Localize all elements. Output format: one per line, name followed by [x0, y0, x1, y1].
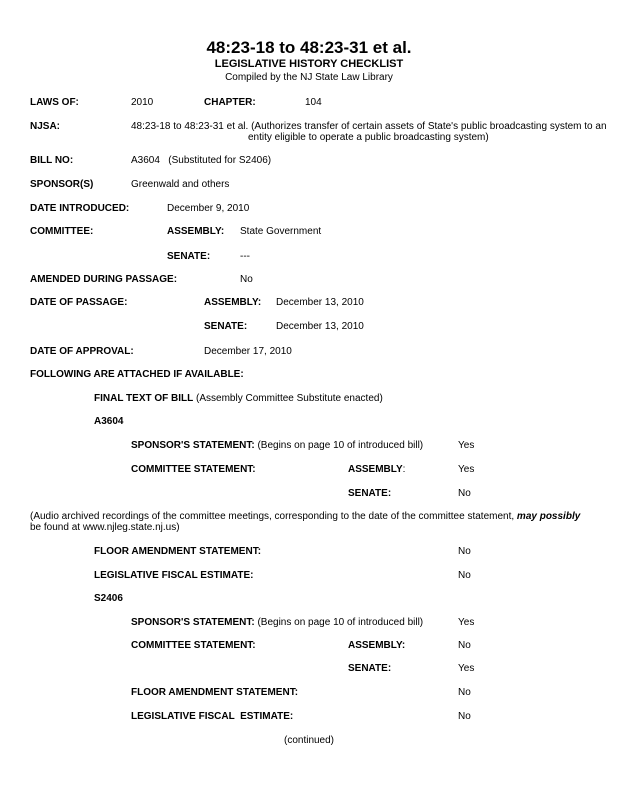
- laws-of-value: 2010: [131, 97, 154, 108]
- page-title: 48:23-18 to 48:23-31 et al.: [206, 38, 412, 57]
- s2406-assembly-value: No: [458, 640, 471, 651]
- audio-note-line-2: be found at www.njleg.state.nj.us): [30, 522, 180, 533]
- a3604-heading: A3604: [94, 416, 124, 427]
- audio-note-text: (Audio archived recordings of the committee meetings, corresponding to the date of the committee statement,: [30, 511, 517, 522]
- date-of-approval-label: DATE OF APPROVAL:: [30, 346, 134, 357]
- a3604-sponsor-value: Yes: [458, 440, 475, 451]
- njsa-line-1: 48:23-18 to 48:23-31 et al. (Authorizes transfer of certain assets of State's public broadcasting system to an: [131, 121, 607, 132]
- fiscal-estimate-value: No: [458, 570, 471, 581]
- bill-no-value: A3604 (Substituted for S2406): [131, 155, 272, 166]
- s2406-committee-label: COMMITTEE STATEMENT:: [131, 640, 256, 651]
- s2406-senate-value: Yes: [458, 663, 475, 674]
- s2406-heading: S2406: [94, 593, 123, 604]
- s2406-fiscal-estimate-value: No: [458, 711, 471, 722]
- a3604-sponsor-row: [131, 440, 423, 452]
- a3604-sponsor-label: SPONSOR'S STATEMENT:: [131, 440, 255, 451]
- a3604-assembly-value: Yes: [458, 464, 475, 475]
- floor-amendment-value: No: [458, 546, 471, 557]
- continued-note: (continued): [283, 735, 335, 746]
- date-of-passage-label: DATE OF PASSAGE:: [30, 297, 128, 308]
- s2406-sponsor-row: [131, 617, 423, 629]
- committee-assembly-value: State Government: [240, 226, 322, 237]
- a3604-committee-label: COMMITTEE STATEMENT:: [131, 464, 256, 475]
- floor-amendment-label: FLOOR AMENDMENT STATEMENT:: [94, 546, 262, 557]
- following-attached-heading: FOLLOWING ARE ATTACHED IF AVAILABLE:: [30, 369, 244, 380]
- s2406-floor-amendment-label: FLOOR AMENDMENT STATEMENT:: [131, 687, 299, 698]
- date-introduced-value: December 9, 2010: [167, 203, 250, 214]
- s2406-sponsor-label: SPONSOR'S STATEMENT:: [131, 617, 255, 628]
- passage-senate-value: December 13, 2010: [276, 321, 364, 332]
- amended-value: No: [240, 274, 253, 285]
- passage-senate-label: SENATE:: [204, 321, 248, 332]
- chapter-label: CHAPTER:: [204, 97, 256, 108]
- sponsors-value: Greenwald and others: [131, 179, 230, 190]
- njsa-line-2: entity eligible to operate a public broadcasting system): [248, 132, 489, 143]
- date-introduced-label: DATE INTRODUCED:: [30, 203, 130, 214]
- passage-assembly-value: December 13, 2010: [276, 297, 364, 308]
- committee-label: COMMITTEE:: [30, 226, 94, 237]
- laws-of-label: LAWS OF:: [30, 97, 79, 108]
- page-subtitle: LEGISLATIVE HISTORY CHECKLIST: [214, 58, 404, 70]
- final-text-label: FINAL TEXT OF BILL: [94, 393, 194, 404]
- a3604-assembly-label: ASSEMBLY: [348, 464, 403, 475]
- njsa-label: NJSA:: [30, 121, 61, 132]
- fiscal-estimate-label: LEGISLATIVE FISCAL ESTIMATE:: [94, 570, 254, 581]
- a3604-senate-value: No: [458, 488, 471, 499]
- bill-no-label: BILL NO:: [30, 155, 74, 166]
- amended-label: AMENDED DURING PASSAGE:: [30, 274, 178, 285]
- a3604-senate-label: SENATE:: [348, 488, 392, 499]
- compiled-by: Compiled by the NJ State Law Library: [225, 72, 393, 83]
- committee-senate-label: SENATE:: [167, 251, 211, 262]
- a3604-sponsor-note: (Begins on page 10 of introduced bill): [254, 440, 424, 451]
- chapter-value: 104: [305, 97, 322, 108]
- s2406-senate-label: SENATE:: [348, 663, 392, 674]
- date-of-approval-value: December 17, 2010: [204, 346, 292, 357]
- s2406-fiscal-estimate-label: LEGISLATIVE FISCAL ESTIMATE:: [131, 711, 294, 722]
- s2406-assembly-label: ASSEMBLY:: [348, 640, 406, 651]
- s2406-sponsor-note: (Begins on page 10 of introduced bill): [254, 617, 424, 628]
- committee-senate-value: ---: [240, 251, 250, 262]
- final-text-note: (Assembly Committee Substitute enacted): [193, 393, 383, 404]
- s2406-sponsor-value: Yes: [458, 617, 475, 628]
- passage-assembly-label: ASSEMBLY:: [204, 297, 262, 308]
- a3604-assembly-colon: :: [402, 464, 406, 475]
- a3604-assembly-row: [348, 464, 405, 476]
- audio-note-emphasis: may possibly: [516, 511, 581, 522]
- final-text-row: [94, 393, 383, 405]
- s2406-floor-amendment-value: No: [458, 687, 471, 698]
- sponsors-label: SPONSOR(S): [30, 179, 94, 190]
- committee-assembly-label: ASSEMBLY:: [167, 226, 225, 237]
